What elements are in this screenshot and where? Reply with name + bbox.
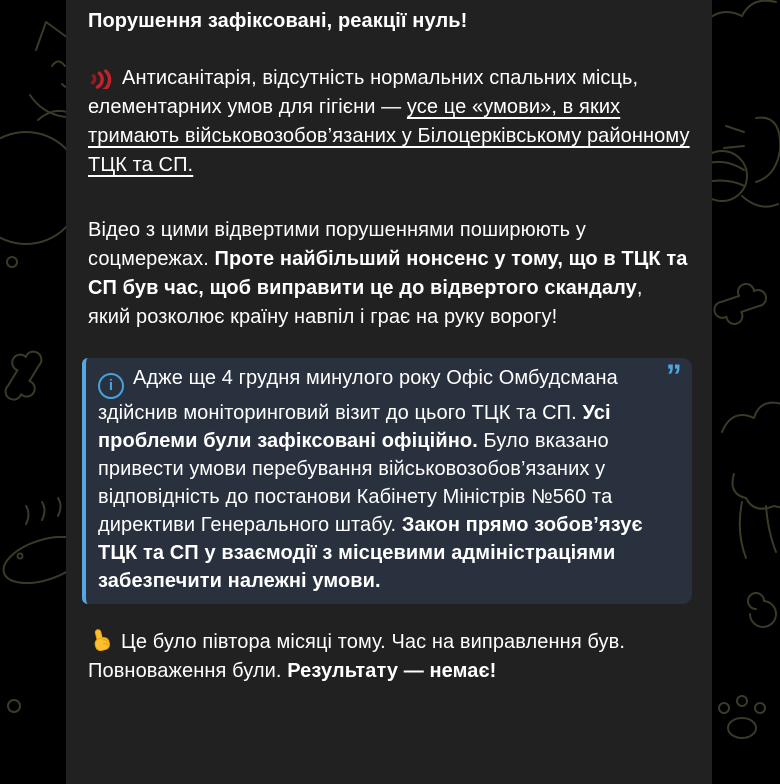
intro-link[interactable]: усе це «умови», в яких тримають військовозобов’язаних у Білоцерківському районному ТЦК та СП. [88, 96, 690, 176]
bone-doodle-right [712, 276, 769, 332]
quote-glyph-icon: ” [665, 358, 682, 394]
intro-text: Антисанітарія, відсутність нормальних спальних місць, елементарних умов для гігієни — [88, 67, 639, 118]
poodle-doodle [722, 403, 780, 558]
intro-paragraph [88, 62, 690, 180]
post-title: Порушення зафіксовані, реакції нуль! [88, 10, 468, 32]
paw-doodle [719, 696, 765, 738]
info-circle-icon: i [98, 373, 124, 399]
quote-text-1: Адже ще 4 грудня минулого року Офіс Омбудсмана здійснив моніторинговий візит до цього ТЦК та СП. [98, 367, 618, 424]
bone-doodle-left [0, 348, 51, 402]
quote-text-2: Було вказано привести умови перебування військовозобов’язаних у відповідність до постанови Кабінету Міністрів №560 та директиви Генерального штабу. [98, 430, 613, 536]
video-text-2: , який розколює країну навпіл і грає на руку ворогу! [88, 277, 643, 328]
message-bubble [66, 0, 712, 784]
dot-doodle [8, 700, 20, 712]
video-paragraph [88, 216, 690, 332]
outro-text: Це було півтора місяці тому. Час на виправлення був. Повноваження були. [88, 631, 626, 682]
outro-paragraph [88, 628, 690, 686]
dog-back-doodle [700, 1, 780, 182]
outro-text-bold: Результату — немає! [287, 660, 497, 682]
swirl-doodle [748, 593, 776, 627]
quote-text-bold-2: Закон прямо зобов’язує ТЦК та СП у взаємодії з місцевими адміністраціями забезпечити належні умови. [98, 514, 643, 592]
video-text-1: Відео з цими відвертими порушеннями поширюють у соцмережах. [88, 219, 586, 270]
index-up-hand-icon [88, 628, 113, 653]
video-text-bold: Проте найбільший нонсенс у тому, що в ТЦК та СП був час, щоб виправити це до відвертого скандалу [88, 248, 688, 299]
quote-text-bold-1: Усі проблеми були зафіксовані офіційно. [98, 402, 611, 452]
red-sound-waves-icon [88, 62, 114, 89]
blockquote [82, 358, 692, 604]
